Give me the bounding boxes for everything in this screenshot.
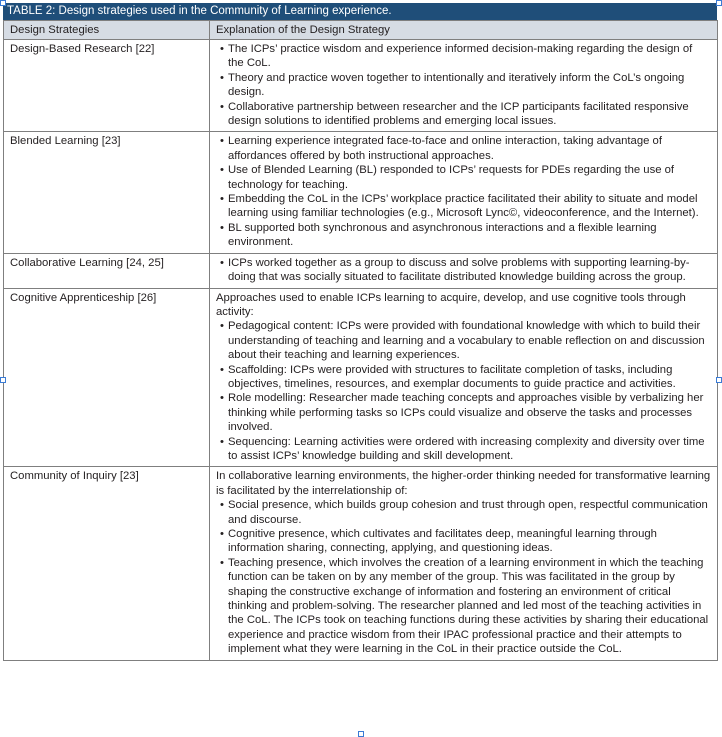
bullet-text: Pedagogical content: ICPs were provided with foundational knowledge with which to build their understanding of teaching and learning and a vocabulary to enable reflection on and discussion about their teaching and learning experiences. <box>228 320 705 362</box>
bullet-item <box>216 319 711 362</box>
bullet-icon: • <box>220 43 224 55</box>
bullet-item <box>216 42 711 71</box>
bullet-item <box>216 71 711 100</box>
bullet-item <box>216 527 711 556</box>
bullet-icon: • <box>220 193 224 206</box>
resize-handle-middle-left[interactable] <box>0 377 6 383</box>
header-design-strategies: Design Strategies <box>4 21 210 40</box>
explanation-intro: Approaches used to enable ICPs learning to acquire, develop, and use cognitive tools through activity: <box>216 291 686 318</box>
bullet-item <box>216 498 711 527</box>
bullet-icon: • <box>220 435 224 448</box>
bullet-icon: • <box>220 320 224 333</box>
table-row <box>4 288 718 467</box>
explanation-cell <box>210 40 718 132</box>
bullet-item <box>216 256 711 285</box>
bullet-item <box>216 100 711 129</box>
strategy-cell: Community of Inquiry [23] <box>4 467 210 660</box>
table-row <box>4 467 718 660</box>
bullet-text: Learning experience integrated face-to-face and online interaction, taking advantage of affordances offered by both instructional approaches. <box>228 135 662 162</box>
bullet-icon: • <box>220 164 224 177</box>
bullet-text: Role modelling: Researcher made teaching concepts and approaches visible by verbalizing her thinking while performing tasks so ICPs could visualize and observe the tasks and processes involved. <box>228 392 704 434</box>
strategy-cell: Design-Based Research [22] <box>4 40 210 132</box>
bullet-text: Embedding the CoL in the ICPs’ workplace practice facilitated their ability to situate and model learning using familiar technologies (e.g., Microsoft Lync©, videoconference, and the Internet). <box>228 193 699 220</box>
bullet-text: Theory and practice woven together to intentionally and iteratively inform the CoL’s ongoing design. <box>228 71 685 99</box>
table-row <box>4 132 718 253</box>
bullet-icon: • <box>220 499 224 512</box>
bullet-item <box>216 363 711 392</box>
table-body <box>4 40 718 661</box>
bullet-text: Sequencing: Learning activities were ordered with increasing complexity and diversity over time to assist ICPs’ knowledge building and skill development. <box>228 435 705 462</box>
explanation-cell <box>210 467 718 660</box>
bullet-item <box>216 134 711 163</box>
bullet-text: ICPs worked together as a group to discuss and solve problems with supporting learning-by-doing that was socially situated to facilitate distributed knowledge building across the group. <box>228 256 690 284</box>
resize-handle-top-left[interactable] <box>0 0 6 6</box>
bullet-icon: • <box>220 71 224 84</box>
bullet-icon: • <box>220 556 224 569</box>
strategy-cell: Cognitive Apprenticeship [26] <box>4 288 210 467</box>
bullet-item <box>216 391 711 434</box>
bullet-text: Collaborative partnership between researcher and the ICP participants facilitated responsive design solutions to identified problems and emerging local issues. <box>228 100 689 128</box>
bullet-icon: • <box>220 528 224 540</box>
explanation-cell <box>210 288 718 467</box>
bullet-icon: • <box>220 392 224 405</box>
resize-handle-middle-right[interactable] <box>716 377 722 383</box>
bullet-item <box>216 435 711 464</box>
bullet-text: Cognitive presence, which cultivates and facilitates deep, meaningful learning through information sharing, connecting, applying, and questioning ideas. <box>228 528 657 555</box>
bullet-text: Scaffolding: ICPs were provided with structures to facilitate completion of tasks, including objectives, timelines, resources, and exemplar documents to guide practice and activities. <box>228 363 676 390</box>
bullet-text: Social presence, which builds group cohesion and trust through open, respectful communication and discourse. <box>228 499 708 526</box>
explanation-cell <box>210 253 718 288</box>
bullet-icon: • <box>220 221 224 234</box>
design-strategies-table <box>3 20 718 661</box>
resize-handle-top-right[interactable] <box>716 0 722 6</box>
explanation-intro: In collaborative learning environments, the higher-order thinking needed for transformative learning is facilitated by the interrelationship of: <box>216 470 711 497</box>
bullet-item <box>216 221 711 250</box>
table-caption: TABLE 2: Design strategies used in the Community of Learning experience. <box>3 3 717 20</box>
bullet-icon: • <box>220 100 224 113</box>
bullet-text: BL supported both synchronous and asynchronous interactions and a flexible learning environment. <box>228 221 657 249</box>
table-row <box>4 40 718 132</box>
explanation-cell <box>210 132 718 253</box>
bullet-item <box>216 163 711 192</box>
header-explanation: Explanation of the Design Strategy <box>210 21 718 40</box>
strategy-cell: Blended Learning [23] <box>4 132 210 253</box>
table-row <box>4 253 718 288</box>
bullet-text: Use of Blended Learning (BL) responded to ICPs’ requests for PDEs regarding the use of technology for teaching. <box>228 164 675 191</box>
bullet-text: The ICPs’ practice wisdom and experience informed decision-making regarding the design of the CoL. <box>228 43 693 70</box>
table-frame[interactable] <box>3 3 717 737</box>
bullet-text: Teaching presence, which involves the creation of a learning environment in which the teaching function can be taken on by any member of the group. This was facilitated in the group by shaping the constructive exchange of information and fostering an environment of critical thinking and problem-solving. The researcher planned and led most of the teaching activities in the CoL. The ICPs took on teaching functions during these activities by sharing their educational experience and practice wisdom from their IPAC professional practice and their attempts to implement what they were learning in the CoL in their practice outside the CoL. <box>228 556 709 656</box>
bullet-icon: • <box>220 363 224 376</box>
bullet-icon: • <box>220 135 224 148</box>
resize-handle-bottom-middle[interactable] <box>358 731 364 737</box>
strategy-cell: Collaborative Learning [24, 25] <box>4 253 210 288</box>
bullet-item <box>216 556 711 657</box>
bullet-icon: • <box>220 256 224 269</box>
table-header-row <box>4 21 718 40</box>
bullet-item <box>216 192 711 221</box>
